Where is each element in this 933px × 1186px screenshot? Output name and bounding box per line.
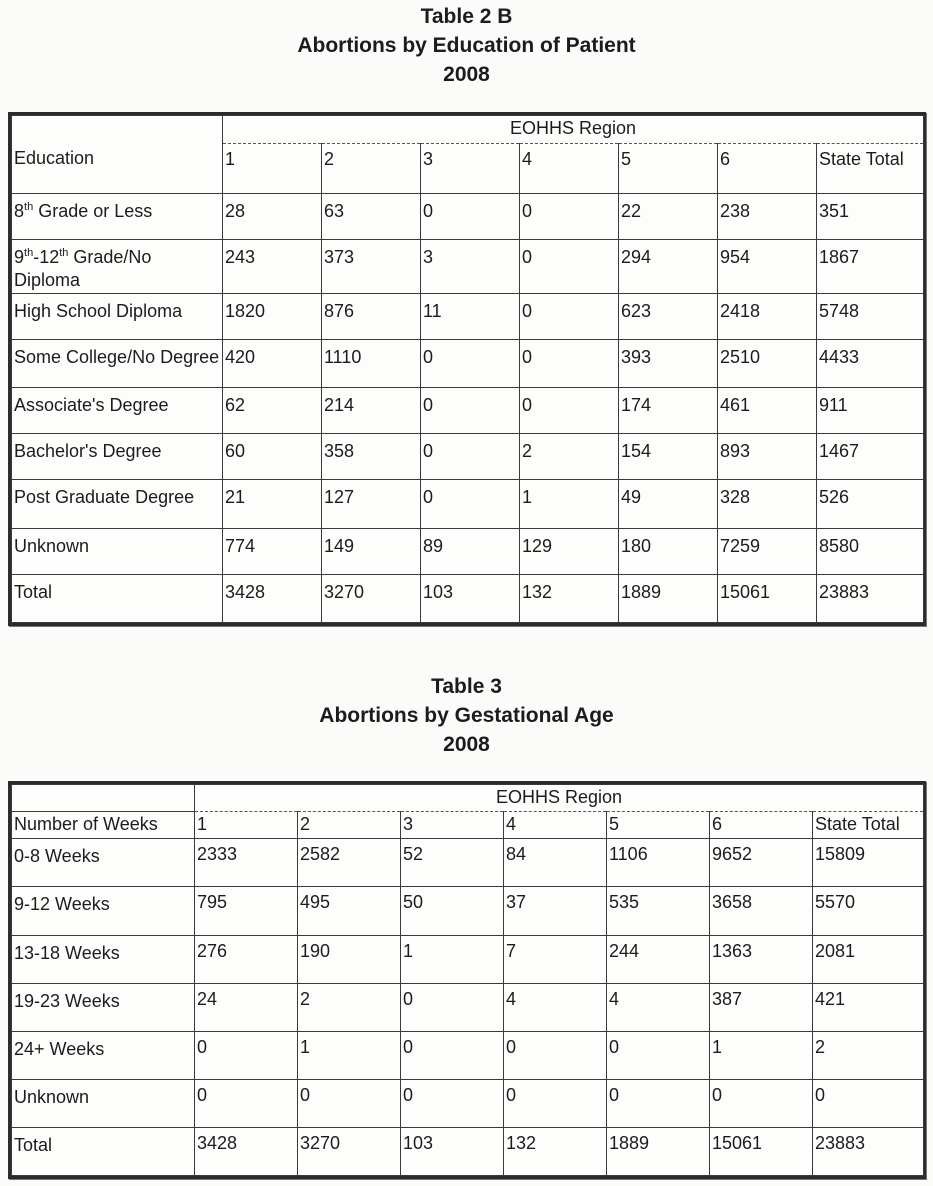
table-2b-row-label — [12, 528, 223, 574]
table-3 — [11, 784, 924, 1176]
table-3-cell: 1889 — [607, 1127, 710, 1175]
table-2b-row-label — [12, 339, 223, 387]
table-3-row-label: Total — [12, 1127, 195, 1175]
table-3-title-line1: Table 3 — [431, 675, 502, 698]
table-3-row — [12, 1079, 924, 1127]
table-3-cell: 2 — [298, 983, 401, 1031]
row-label-part: Grade or Less — [33, 201, 153, 222]
table-2b-cell: 60 — [223, 434, 322, 480]
table-3-row — [12, 983, 924, 1031]
table-3-cell: 276 — [195, 935, 298, 983]
table-2b-cell: 461 — [718, 388, 817, 434]
table-2b-row — [12, 480, 924, 528]
table-3-cell: 0 — [195, 1079, 298, 1127]
table-2b-cell: 1867 — [817, 240, 924, 293]
table-2b-title-line3: 2008 — [443, 63, 490, 86]
row-label-superscript: th — [59, 247, 69, 260]
table-2b-cell: 62 — [223, 388, 322, 434]
table-2b-row-label — [12, 194, 223, 240]
table-3-cell: 535 — [607, 887, 710, 935]
table-2b-cell: 0 — [520, 339, 619, 387]
table-2b-cell: 11 — [421, 293, 520, 339]
table-2b-cell: 149 — [322, 528, 421, 574]
table-2b-cell: 1820 — [223, 293, 322, 339]
table-2b-cell: 0 — [421, 339, 520, 387]
table-3-cell: 1 — [710, 1031, 813, 1079]
table-2b-column-header: 5 — [619, 144, 718, 194]
table-3-cell: 0 — [607, 1031, 710, 1079]
table-2b-row-label — [12, 240, 223, 293]
table-2b-title — [0, 2, 933, 89]
table-3-cell: 0 — [813, 1079, 924, 1127]
table-2b-cell: 22 — [619, 194, 718, 240]
row-label-superscript: th — [24, 247, 34, 260]
table-2b-column-header: 6 — [718, 144, 817, 194]
table-2b-frame — [8, 112, 926, 626]
table-2b-cell: 238 — [718, 194, 817, 240]
table-3-cell: 52 — [401, 839, 504, 887]
table-2b-column-header: State Total — [817, 144, 924, 194]
table-3-row-label: Unknown — [12, 1079, 195, 1127]
table-2b-cell: 911 — [817, 388, 924, 434]
table-3-row-label: 19-23 Weeks — [12, 983, 195, 1031]
table-2b-cell: 2418 — [718, 293, 817, 339]
table-2b-cell: 328 — [718, 480, 817, 528]
table-2b-row-header: Education — [14, 148, 95, 169]
table-2b-cell: 4433 — [817, 339, 924, 387]
table-3-column-header: 4 — [504, 812, 607, 839]
row-label-part: 8 — [14, 201, 25, 222]
table-3-cell: 1 — [298, 1031, 401, 1079]
table-3-cell: 1363 — [710, 935, 813, 983]
table-2b-row-label — [12, 388, 223, 434]
row-label-text: Post Graduate Degree — [14, 487, 195, 508]
table-2b-cell: 623 — [619, 293, 718, 339]
table-2b-row — [12, 339, 924, 387]
table-2b-cell: 174 — [619, 388, 718, 434]
table-3-cell: 495 — [298, 887, 401, 935]
table-3-cell: 4 — [504, 983, 607, 1031]
table-2b-row — [12, 240, 924, 293]
table-2b-cell: 954 — [718, 240, 817, 293]
table-3-cell: 15061 — [710, 1127, 813, 1175]
table-2b-cell: 28 — [223, 194, 322, 240]
table-2b-cell: 23883 — [817, 574, 924, 622]
table-2b-row — [12, 574, 924, 622]
table-3-cell: 1 — [401, 935, 504, 983]
table-2b-cell: 0 — [520, 293, 619, 339]
table-2b-row — [12, 528, 924, 574]
table-2b-row-label — [12, 480, 223, 528]
table-2b-cell: 89 — [421, 528, 520, 574]
table-3-cell: 3270 — [298, 1127, 401, 1175]
table-3-cell: 84 — [504, 839, 607, 887]
table-2b-cell: 132 — [520, 574, 619, 622]
table-2b-cell: 1 — [520, 480, 619, 528]
table-3-cell: 387 — [710, 983, 813, 1031]
table-3-cell: 0 — [298, 1079, 401, 1127]
table-3-cell: 23883 — [813, 1127, 924, 1175]
table-2b-cell: 63 — [322, 194, 421, 240]
table-3-cell: 132 — [504, 1127, 607, 1175]
table-2b-cell: 0 — [520, 194, 619, 240]
table-3-title-line3: 2008 — [443, 733, 490, 756]
table-2b-cell: 774 — [223, 528, 322, 574]
table-3-row-header: Number of Weeks — [12, 812, 195, 839]
table-2b-row — [12, 388, 924, 434]
table-2b-title-line1: Table 2 B — [420, 5, 513, 28]
table-3-cell: 244 — [607, 935, 710, 983]
table-2b-row — [12, 434, 924, 480]
table-2b-cell: 2510 — [718, 339, 817, 387]
table-3-cell: 4 — [607, 983, 710, 1031]
row-label-text: Bachelor's Degree — [14, 441, 162, 462]
table-2b-row-header-cell — [12, 116, 223, 194]
table-3-cell: 0 — [607, 1079, 710, 1127]
table-2b-cell: 21 — [223, 480, 322, 528]
table-2b-cell: 393 — [619, 339, 718, 387]
row-label-part: Grade/No Diploma — [14, 247, 152, 291]
table-3-row — [12, 839, 924, 887]
table-3-cell: 37 — [504, 887, 607, 935]
table-3-cell: 0 — [195, 1031, 298, 1079]
table-3-column-header: 3 — [401, 812, 504, 839]
table-3-cell: 190 — [298, 935, 401, 983]
table-2b-cell: 1110 — [322, 339, 421, 387]
table-3-cell: 2582 — [298, 839, 401, 887]
table-2b-row — [12, 194, 924, 240]
table-3-cell: 9652 — [710, 839, 813, 887]
table-3-cell: 0 — [401, 983, 504, 1031]
table-3-cell: 2081 — [813, 935, 924, 983]
table-2b-cell: 526 — [817, 480, 924, 528]
table-2b-cell: 420 — [223, 339, 322, 387]
table-2b-cell: 3270 — [322, 574, 421, 622]
table-3-cell: 5570 — [813, 887, 924, 935]
table-2b-region-header: EOHHS Region — [223, 116, 924, 144]
table-3-cell: 24 — [195, 983, 298, 1031]
table-3-cell: 3428 — [195, 1127, 298, 1175]
table-3-corner-cell — [12, 785, 195, 812]
table-2b-column-header: 4 — [520, 144, 619, 194]
table-3-column-header: 2 — [298, 812, 401, 839]
table-2b-cell: 49 — [619, 480, 718, 528]
table-3-row-label: 0-8 Weeks — [12, 839, 195, 887]
table-2b-cell: 0 — [520, 240, 619, 293]
table-2b-cell: 0 — [421, 194, 520, 240]
row-label-text: High School Diploma — [14, 300, 183, 321]
table-2b-cell: 1889 — [619, 574, 718, 622]
table-3-cell: 2333 — [195, 839, 298, 887]
table-2b-title-line2: Abortions by Education of Patient — [297, 34, 636, 57]
table-3-row — [12, 935, 924, 983]
table-2b-cell: 103 — [421, 574, 520, 622]
table-3-row-label: 24+ Weeks — [12, 1031, 195, 1079]
table-2b-cell: 129 — [520, 528, 619, 574]
table-3-cell: 0 — [504, 1031, 607, 1079]
table-2b-cell: 180 — [619, 528, 718, 574]
table-3-row — [12, 1127, 924, 1175]
table-3-row — [12, 887, 924, 935]
table-3-column-header: 5 — [607, 812, 710, 839]
row-label-text: Total — [14, 581, 53, 602]
table-2b-cell: 8580 — [817, 528, 924, 574]
table-3-title — [0, 672, 933, 759]
table-2b-cell: 127 — [322, 480, 421, 528]
table-3-cell: 421 — [813, 983, 924, 1031]
table-3-title-line2: Abortions by Gestational Age — [319, 704, 614, 727]
table-2b-cell: 5748 — [817, 293, 924, 339]
table-3-row-label: 13-18 Weeks — [12, 935, 195, 983]
table-3-region-header: EOHHS Region — [195, 785, 924, 812]
table-3-cell: 1106 — [607, 839, 710, 887]
table-3-row — [12, 1031, 924, 1079]
row-label-part: 9 — [14, 247, 25, 268]
table-3-frame — [8, 781, 926, 1179]
table-2b-cell: 154 — [619, 434, 718, 480]
table-2b-cell: 358 — [322, 434, 421, 480]
row-label-text: Some College/No Degree — [14, 346, 220, 367]
table-3-column-header: 6 — [710, 812, 813, 839]
table-2b-cell: 1467 — [817, 434, 924, 480]
table-3-cell: 0 — [504, 1079, 607, 1127]
table-2b-cell: 294 — [619, 240, 718, 293]
table-2b-cell: 15061 — [718, 574, 817, 622]
table-2b-cell: 2 — [520, 434, 619, 480]
row-label-text: Associate's Degree — [14, 395, 169, 416]
table-2b-row — [12, 293, 924, 339]
table-2b-row-label — [12, 434, 223, 480]
table-2b-cell: 7259 — [718, 528, 817, 574]
row-label-part: -12 — [33, 247, 60, 268]
table-3-cell: 103 — [401, 1127, 504, 1175]
table-3-cell: 0 — [401, 1031, 504, 1079]
table-2b-cell: 876 — [322, 293, 421, 339]
table-2b-row-label — [12, 293, 223, 339]
table-2b-cell: 893 — [718, 434, 817, 480]
table-2b-row-label — [12, 574, 223, 622]
row-label-superscript: th — [24, 201, 34, 214]
table-2b-cell: 373 — [322, 240, 421, 293]
table-2b-cell: 0 — [520, 388, 619, 434]
table-2b-cell: 0 — [421, 434, 520, 480]
table-2b-column-header: 3 — [421, 144, 520, 194]
table-2b-cell: 3428 — [223, 574, 322, 622]
table-3-column-header: 1 — [195, 812, 298, 839]
table-2b-column-header: 2 — [322, 144, 421, 194]
table-2b-column-header: 1 — [223, 144, 322, 194]
table-3-cell: 0 — [401, 1079, 504, 1127]
table-3-cell: 50 — [401, 887, 504, 935]
table-3-cell: 7 — [504, 935, 607, 983]
table-2b-cell: 0 — [421, 480, 520, 528]
table-2b-cell: 3 — [421, 240, 520, 293]
table-3-cell: 15809 — [813, 839, 924, 887]
table-2b-cell: 243 — [223, 240, 322, 293]
table-2b-cell: 214 — [322, 388, 421, 434]
table-3-cell: 0 — [710, 1079, 813, 1127]
table-3-cell: 795 — [195, 887, 298, 935]
table-3-row-label: 9-12 Weeks — [12, 887, 195, 935]
table-2b-cell: 0 — [421, 388, 520, 434]
table-2b-cell: 351 — [817, 194, 924, 240]
table-2b — [11, 115, 924, 623]
row-label-text: Unknown — [14, 535, 90, 556]
table-3-cell: 2 — [813, 1031, 924, 1079]
table-3-cell: 3658 — [710, 887, 813, 935]
table-3-column-header: State Total — [813, 812, 924, 839]
